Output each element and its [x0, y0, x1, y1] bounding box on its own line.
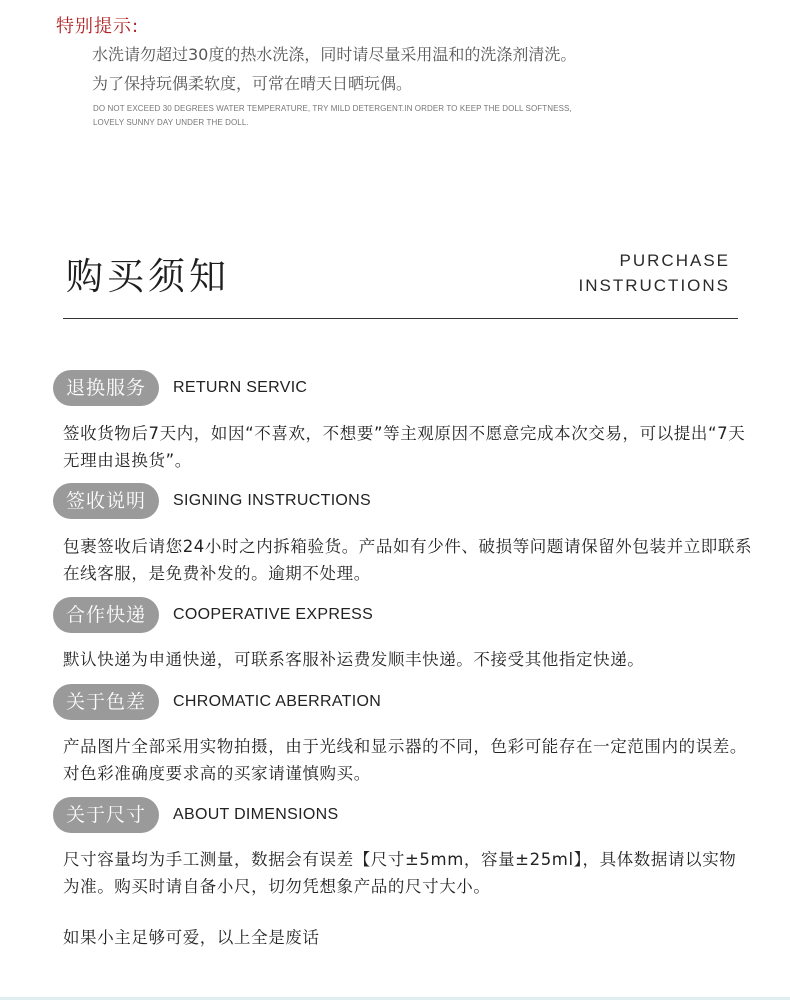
- section-badge-color: 关于色差: [53, 684, 159, 720]
- section-label-color: CHROMATIC ABERRATION: [173, 693, 382, 710]
- notice-line-washing: 水洗请勿超过30度的热水洗涤，同时请尽量采用温和的洗涤剂清洗。: [92, 45, 577, 64]
- section-body-express: 默认快递为申通快递，可联系客服补运费发顺丰快递。不接受其他指定快递。: [63, 650, 645, 669]
- page-title: 购买须知: [66, 255, 230, 298]
- title-divider: [63, 318, 738, 319]
- section-badge-express: 合作快递: [53, 597, 159, 633]
- closing-note: 如果小主足够可爱，以上全是废话: [63, 928, 320, 947]
- page-title-english: [579, 248, 731, 298]
- section-label-express: COOPERATIVE EXPRESS: [173, 606, 374, 623]
- section-body-signing: 包裹签收后请您24小时之内拆箱验货。产品如有少件、破损等问题请保留外包装并立即联系在线客服，是免费补发的。逾期不处理。: [63, 537, 753, 583]
- section-body-color: 产品图片全部采用实物拍摄，由于光线和显示器的不同，色彩可能存在一定范围内的误差。对色彩准确度要求高的买家请谨慎购买。: [63, 737, 747, 783]
- notice-english-text: DO NOT EXCEED 30 DEGREES WATER TEMPERATURE, TRY MILD DETERGENT.IN ORDER TO KEEP THE DOLL SOFTNESS, LOVELY SUNNY DAY UNDER THE DOLL.: [93, 104, 572, 127]
- section-body-dimensions: 尺寸容量均为手工测量，数据会有误差【尺寸±5mm，容量±25ml】，具体数据请以实物为准。购买时请自备小尺，切勿凭想象产品的尺寸大小。: [63, 850, 737, 896]
- section-label-return: RETURN SERVIC: [173, 379, 308, 396]
- section-label-signing: SIGNING INSTRUCTIONS: [173, 492, 372, 509]
- section-body-return: 签收货物后7天内，如因“不喜欢，不想要”等主观原因不愿意完成本次交易，可以提出“7天无理由退换货”。: [63, 424, 746, 470]
- section-badge-signing: 签收说明: [53, 483, 159, 519]
- title-en-line1: PURCHASE: [619, 251, 730, 270]
- section-label-dimensions: ABOUT DIMENSIONS: [173, 806, 339, 823]
- title-en-line2: INSTRUCTIONS: [578, 276, 730, 295]
- section-badge-return: 退换服务: [53, 370, 159, 406]
- notice-line-sunning: 为了保持玩偶柔软度，可常在晴天日晒玩偶。: [92, 74, 413, 93]
- notice-title: 特别提示:: [56, 16, 140, 37]
- section-badge-dimensions: 关于尺寸: [53, 797, 159, 833]
